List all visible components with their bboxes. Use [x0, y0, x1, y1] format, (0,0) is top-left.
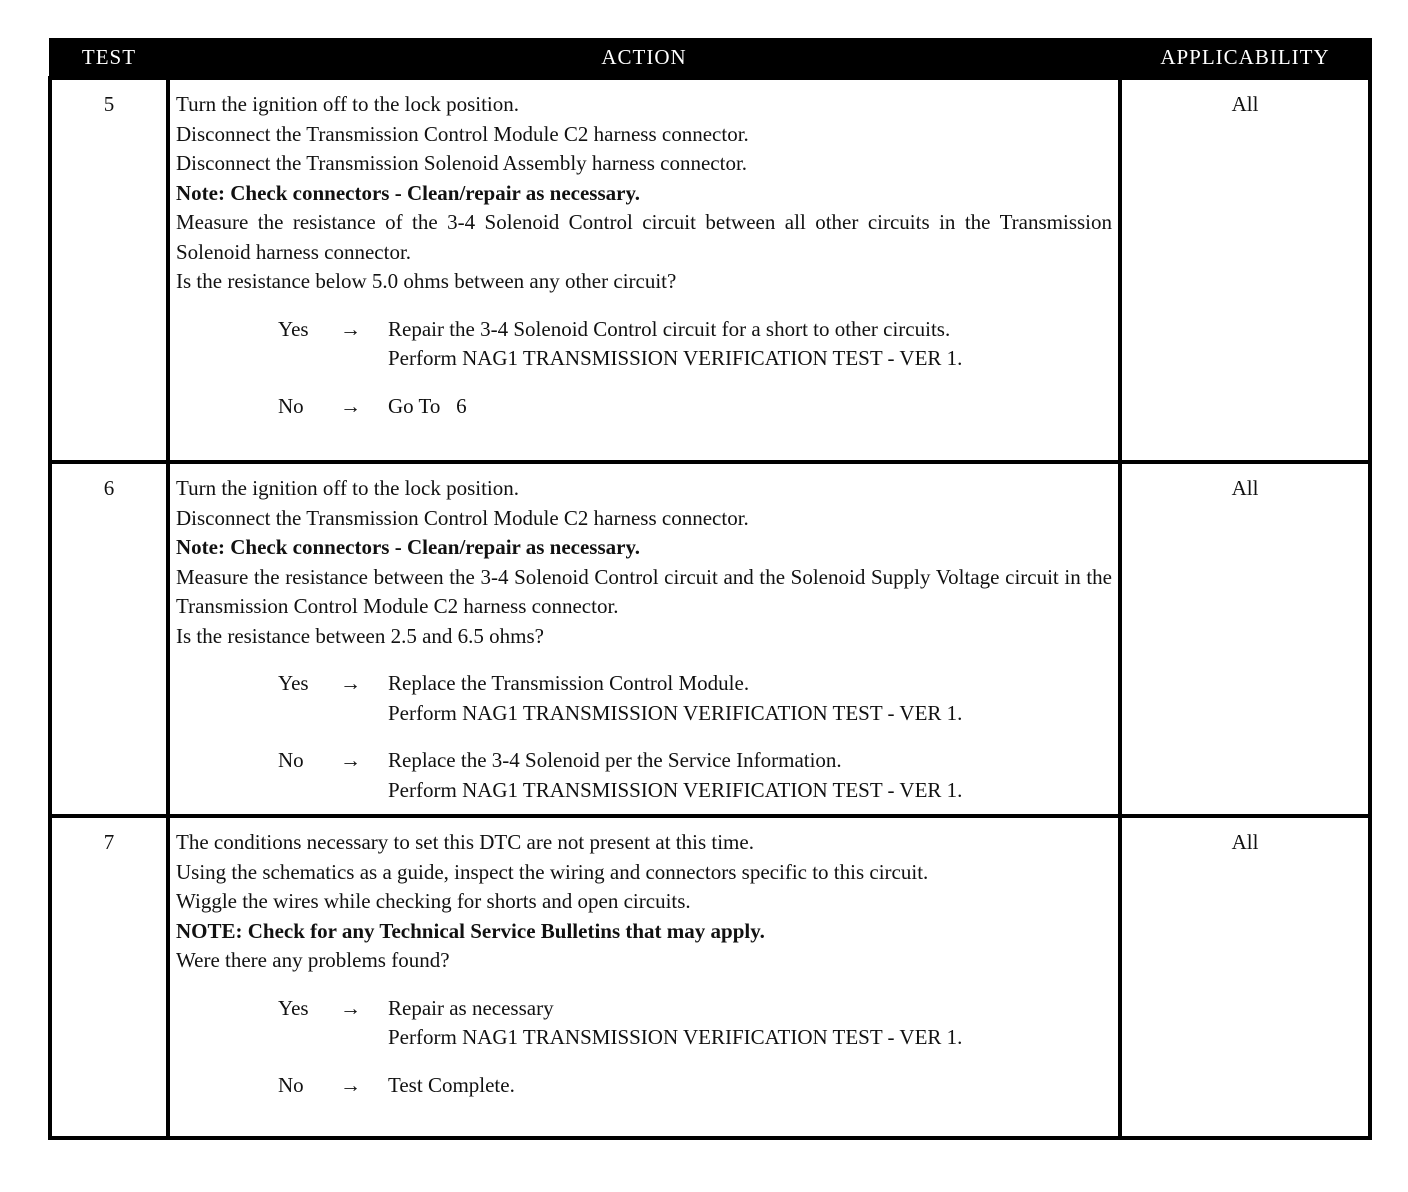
note-text: Note: Check connectors - Clean/repair as necessary.: [176, 535, 641, 559]
column-header-action: ACTION: [168, 38, 1120, 78]
yes-result: [388, 669, 1112, 728]
diagnostic-test-document: [48, 38, 1368, 1140]
applicability-value: All: [1120, 78, 1370, 462]
yes-result-text: Repair the 3-4 Solenoid Control circuit for a short to other circuits.: [388, 316, 951, 341]
action-step: Using the schematics as a guide, inspect the wiring and connectors specific to this circuit.: [176, 859, 929, 884]
no-result: [388, 746, 1112, 805]
action-cell: [168, 462, 1120, 816]
yes-branch: [176, 994, 1112, 1053]
verification-test-text: Perform NAG1 TRANSMISSION VERIFICATION TEST - VER 1.: [388, 346, 963, 370]
question-text: Were there any problems found?: [176, 948, 450, 972]
test-number: 7: [50, 816, 168, 1138]
no-result: [388, 1071, 1112, 1101]
no-result-text: Test Complete.: [388, 1072, 515, 1097]
applicability-value: All: [1120, 816, 1370, 1138]
arrow-right-icon: →: [340, 393, 361, 418]
test-number: 6: [50, 462, 168, 816]
action-step: Disconnect the Transmission Solenoid Assembly harness connector.: [176, 151, 748, 175]
table-row-test-6: [50, 462, 1370, 816]
applicability-value: All: [1120, 462, 1370, 816]
test-number: 5: [50, 78, 168, 462]
question-text: Is the resistance between 2.5 and 6.5 ohms?: [176, 623, 544, 648]
no-label: No: [278, 393, 304, 418]
arrow-right-icon: →: [340, 671, 361, 695]
verification-test-text: Perform NAG1 TRANSMISSION VERIFICATION TEST - VER 1.: [388, 700, 963, 725]
verification-test-text: Perform NAG1 TRANSMISSION VERIFICATION TEST - VER 1.: [388, 1025, 963, 1049]
action-step: Disconnect the Transmission Control Module C2 harness connector.: [176, 505, 749, 530]
no-label: No: [278, 1072, 304, 1097]
yes-label: Yes: [278, 995, 309, 1020]
verification-test-text: Perform NAG1 TRANSMISSION VERIFICATION TEST - VER 1.: [388, 777, 963, 802]
table-header-row: [50, 38, 1370, 78]
action-step: Disconnect the Transmission Control Module C2 harness connector.: [176, 121, 749, 146]
action-cell: [168, 816, 1120, 1138]
no-branch: [176, 392, 1112, 422]
arrow-right-icon: →: [340, 1072, 361, 1097]
action-step: Turn the ignition off to the lock position.: [176, 92, 520, 116]
action-step: Turn the ignition off to the lock position.: [176, 476, 520, 500]
action-step: The conditions necessary to set this DTC are not present at this time.: [176, 830, 754, 854]
yes-label: Yes: [278, 671, 309, 695]
action-cell: [168, 78, 1120, 462]
no-result: [388, 392, 1112, 422]
arrow-right-icon: →: [340, 995, 361, 1020]
action-step: Wiggle the wires while checking for shorts and open circuits.: [176, 889, 691, 913]
yes-result-text: Repair as necessary: [388, 995, 554, 1020]
yes-result-text: Replace the Transmission Control Module.: [388, 671, 750, 695]
action-step: Measure the resistance between the 3-4 Solenoid Control circuit and the Solenoid Supply Voltage circuit in the Transmission Control Module C2 harness connector.: [176, 564, 1112, 618]
no-result-text: Go To 6: [388, 393, 467, 418]
yes-label: Yes: [278, 316, 309, 341]
question-text: Is the resistance below 5.0 ohms between any other circuit?: [176, 269, 677, 293]
diagnostic-test-table: [48, 38, 1372, 1140]
no-label: No: [278, 748, 304, 772]
action-step: Measure the resistance of the 3-4 Solenoid Control circuit between all other circuits in the Transmission Solenoid harness connector.: [176, 210, 1112, 264]
no-branch: [176, 1071, 1112, 1101]
note-text: NOTE: Check for any Technical Service Bulletins that may apply.: [176, 918, 765, 943]
yes-branch: [176, 315, 1112, 374]
no-branch: [176, 746, 1112, 805]
table-row-test-7: [50, 816, 1370, 1138]
arrow-right-icon: →: [340, 748, 361, 772]
note-text: Note: Check connectors - Clean/repair as necessary.: [176, 180, 641, 205]
column-header-test: TEST: [50, 38, 168, 78]
yes-branch: [176, 669, 1112, 728]
arrow-right-icon: →: [340, 316, 361, 341]
yes-result: [388, 994, 1112, 1053]
table-row-test-5: [50, 78, 1370, 462]
no-result-text: Replace the 3-4 Solenoid per the Service Information.: [388, 748, 842, 772]
yes-result: [388, 315, 1112, 374]
column-header-applicability: APPLICABILITY: [1120, 38, 1370, 78]
